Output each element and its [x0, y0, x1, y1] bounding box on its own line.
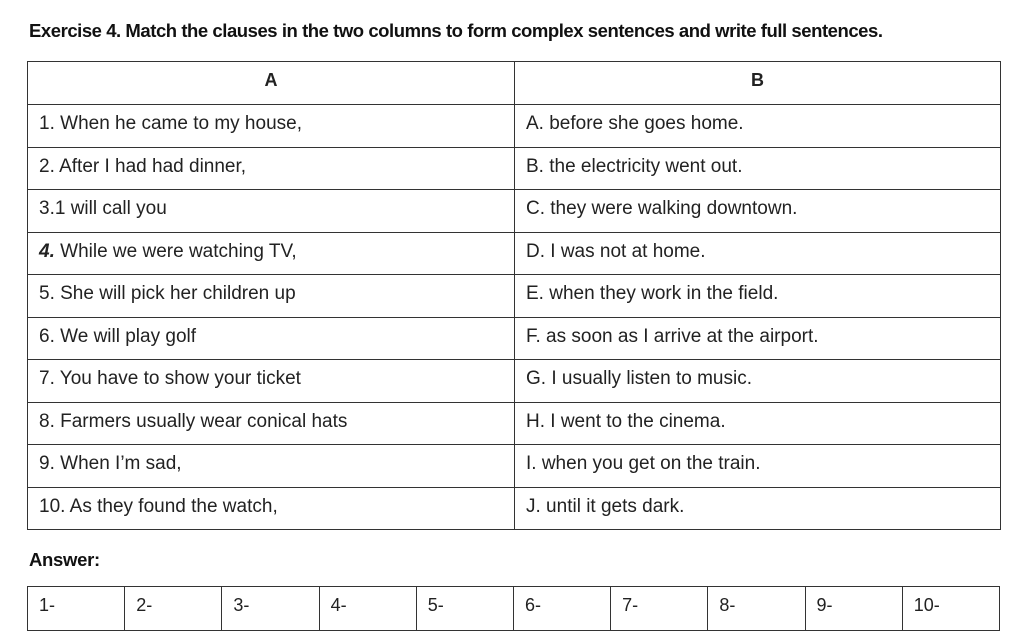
- answer-cell-7[interactable]: 7-: [611, 587, 708, 631]
- table-row: [28, 190, 1001, 233]
- clause-a-cell: [28, 147, 515, 190]
- clause-text: After I had had dinner,: [54, 155, 247, 177]
- clause-b-cell: B. the electricity went out.: [515, 147, 1001, 190]
- clause-text: As they found the watch,: [65, 495, 278, 517]
- clause-b-cell: C. they were walking downtown.: [515, 190, 1001, 233]
- clause-a-cell: [28, 105, 515, 148]
- clause-text: While we were watching TV,: [54, 240, 297, 262]
- clause-a-cell: [28, 487, 515, 530]
- table-row: [28, 402, 1001, 445]
- clause-a-cell: [28, 275, 515, 318]
- answer-cell-3[interactable]: 3-: [222, 587, 319, 631]
- clause-text: She will pick her children up: [54, 283, 296, 304]
- clause-a-cell: [28, 317, 515, 360]
- clause-a-cell: [28, 190, 515, 233]
- exercise-title: Exercise 4. Match the clauses in the two columns to form complex sentences and write full sentences.: [29, 20, 883, 41]
- answer-cell-2[interactable]: 2-: [125, 587, 222, 631]
- clause-b-cell: E. when they work in the field.: [515, 275, 1001, 318]
- clause-number: 4.: [39, 240, 55, 262]
- table-row: [28, 360, 1001, 403]
- clause-a-cell: [28, 360, 515, 403]
- clause-b-cell: J. until it gets dark.: [515, 487, 1001, 530]
- answer-row: [28, 587, 1000, 631]
- clause-number: 3.1: [39, 198, 66, 219]
- clause-a-cell: [28, 232, 515, 275]
- clause-text: Farmers usually wear conical hats: [54, 410, 348, 432]
- clause-text: We will play golf: [54, 325, 197, 347]
- clause-text: You have to show your ticket: [54, 368, 301, 389]
- clause-number: 10.: [39, 495, 66, 517]
- clause-b-cell: A. before she goes home.: [515, 105, 1001, 148]
- clause-number: 7.: [39, 368, 55, 389]
- table-row: [28, 147, 1001, 190]
- table-row: [28, 487, 1001, 530]
- clause-number: 6.: [39, 325, 55, 347]
- table-row: [28, 317, 1001, 360]
- column-a-header: A: [28, 62, 515, 105]
- clause-a-cell: [28, 445, 515, 488]
- table-header-row: [28, 62, 1001, 105]
- clause-text: When he came to my house,: [54, 113, 302, 134]
- table-row: [28, 445, 1001, 488]
- clause-number: 9.: [39, 453, 55, 474]
- clause-b-cell: I. when you get on the train.: [515, 445, 1001, 488]
- answer-cell-1[interactable]: 1-: [28, 587, 125, 631]
- answer-table: [27, 586, 1000, 631]
- answer-cell-8[interactable]: 8-: [708, 587, 805, 631]
- answer-label: Answer:: [29, 549, 100, 570]
- clause-b-cell: D. I was not at home.: [515, 232, 1001, 275]
- clause-number: 8.: [39, 410, 55, 432]
- table-row: [28, 105, 1001, 148]
- clause-b-cell: G. I usually listen to music.: [515, 360, 1001, 403]
- clause-text: will call you: [65, 198, 167, 219]
- column-b-header: B: [515, 62, 1001, 105]
- matching-table: [27, 61, 1001, 530]
- clause-b-cell: H. I went to the cinema.: [515, 402, 1001, 445]
- clause-b-cell: F. as soon as I arrive at the airport.: [515, 317, 1001, 360]
- table-row: [28, 232, 1001, 275]
- clause-number: 5.: [39, 283, 55, 304]
- answer-cell-4[interactable]: 4-: [319, 587, 416, 631]
- answer-cell-6[interactable]: 6-: [513, 587, 610, 631]
- answer-cell-5[interactable]: 5-: [416, 587, 513, 631]
- answer-cell-10[interactable]: 10-: [902, 587, 999, 631]
- table-row: [28, 275, 1001, 318]
- clause-text: When I’m sad,: [54, 453, 182, 474]
- clause-number: 1.: [39, 113, 55, 134]
- answer-cell-9[interactable]: 9-: [805, 587, 902, 631]
- clause-a-cell: [28, 402, 515, 445]
- clause-number: 2.: [39, 155, 55, 177]
